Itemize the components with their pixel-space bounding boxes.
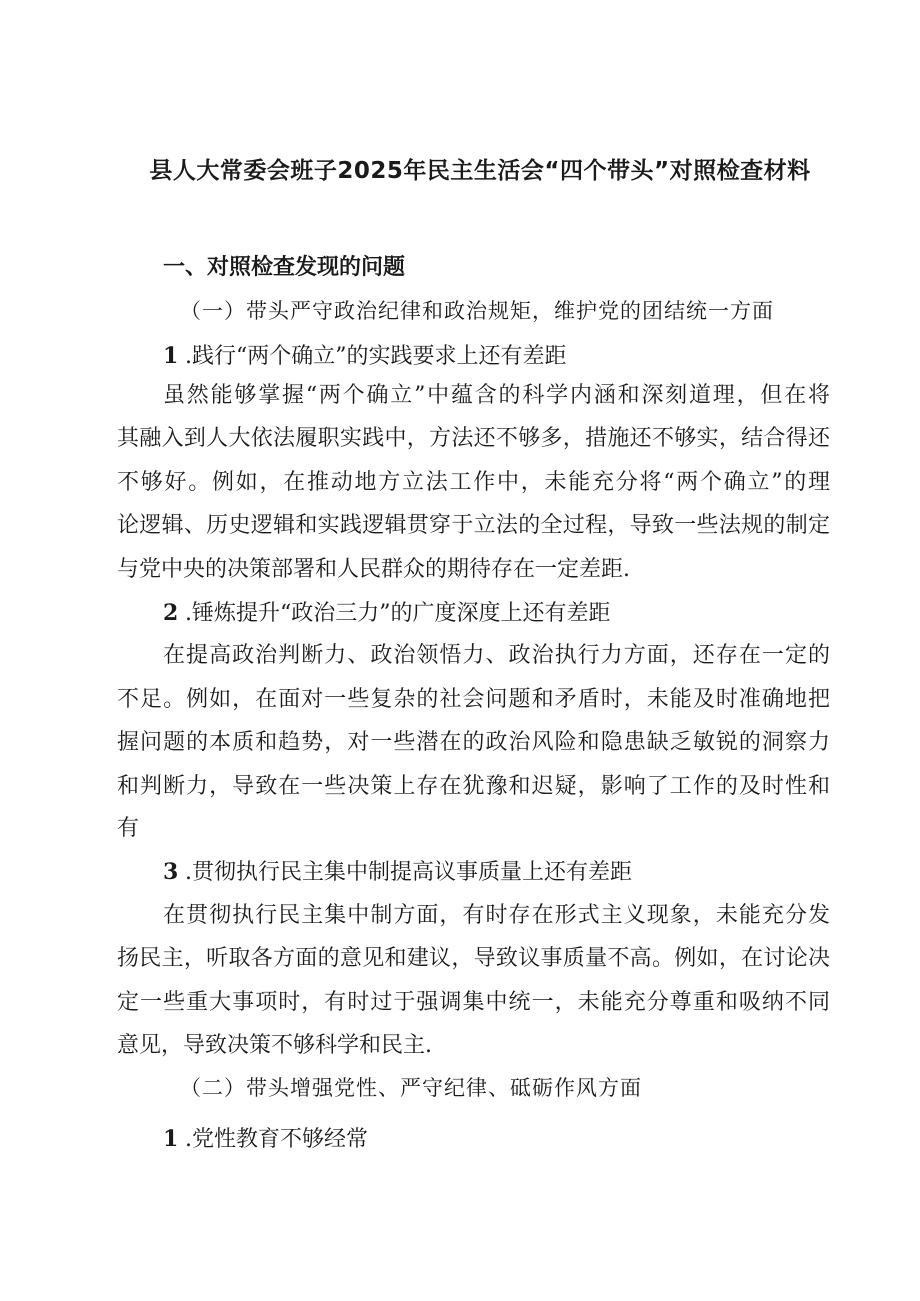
item-number: 2 (163, 600, 179, 626)
paragraph-line: 在提高政治判断力、政治领悟力、政治执行力方面，还存在一定的 (163, 643, 830, 668)
subsection-heading-2: （二）带头增强党性、严守纪律、砥砺作风方面 (180, 1076, 642, 1100)
item-text: .贯彻执行民主集中制提高议事质量上还有差距 (185, 860, 632, 885)
paragraph-line: 虽然能够掌握“两个确立”中蕴含的科学内涵和深刻道理，但在将 (163, 383, 830, 408)
paragraph-line: 意见，导致决策不够科学和民主. (117, 1033, 432, 1058)
paragraph-line: 握问题的本质和趋势，对一些潜在的政治风险和隐患缺乏敏锐的洞察力 (117, 730, 830, 755)
paragraph-line: 和判断力，导致在一些决策上存在犹豫和迟疑，影响了工作的及时性和 (117, 774, 830, 799)
document-title: 县人大常委会班子2025年民主生活会“四个带头”对照检查材料 (149, 158, 811, 184)
paragraph-line: 有 (117, 816, 140, 841)
paragraph-line: 定一些重大事项时，有时过于强调集中统一，未能充分尊重和吸纳不同 (117, 990, 830, 1015)
paragraph-line: 与党中央的决策部署和人民群众的期待存在一定差距. (117, 557, 630, 582)
item-heading-3 (163, 857, 632, 888)
item-text: .践行“两个确立”的实践要求上还有差距 (185, 344, 567, 369)
item-number: 1 (163, 343, 179, 369)
item-heading-4 (163, 1124, 368, 1155)
paragraph-line: 扬民主，听取各方面的意见和建议，导致议事质量不高。例如，在讨论决 (117, 946, 830, 971)
paragraph-line: 不够好。例如，在推动地方立法工作中，未能充分将“两个确立”的理 (117, 470, 830, 495)
paragraph-line: 论逻辑、历史逻辑和实践逻辑贯穿于立法的全过程，导致一些法规的制定 (117, 513, 830, 538)
paragraph-line: 在贯彻执行民主集中制方面，有时存在形式主义现象，未能充分发 (163, 903, 830, 928)
subsection-heading-1: （一）带头严守政治纪律和政治规矩，维护党的团结统一方面 (180, 299, 774, 323)
item-number: 3 (163, 859, 179, 885)
item-number: 1 (163, 1126, 179, 1152)
section-heading-1: 一、对照检查发现的问题 (163, 255, 406, 280)
item-text: .党性教育不够经常 (185, 1127, 368, 1152)
item-text: .锤炼提升“政治三力”的广度深度上还有差距 (185, 601, 611, 626)
paragraph-line: 不足。例如，在面对一些复杂的社会问题和矛盾时，未能及时准确地把 (117, 687, 830, 712)
item-heading-2 (163, 598, 611, 629)
item-heading-1 (163, 341, 567, 372)
paragraph-line: 其融入到人大依法履职实践中，方法还不够多，措施还不够实，结合得还 (117, 426, 830, 451)
